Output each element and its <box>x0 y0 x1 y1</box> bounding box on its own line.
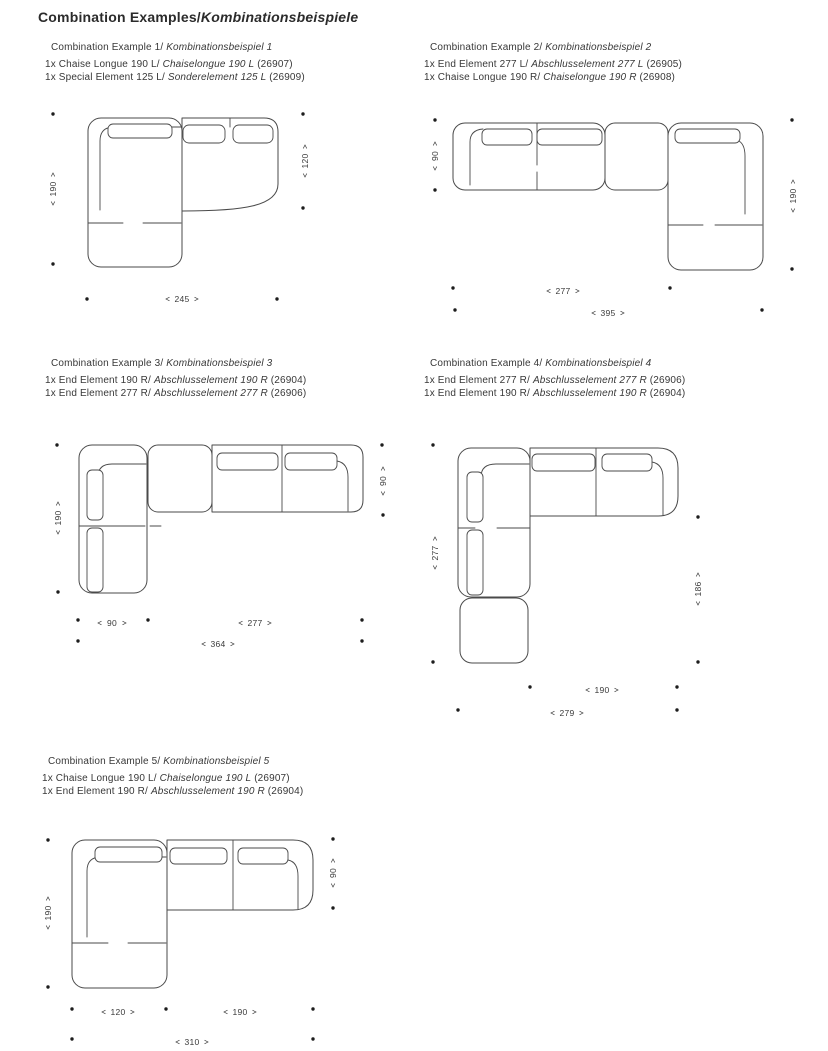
item-de: Abschlusselement 277 R <box>532 375 647 386</box>
combination-diagram-5 <box>20 810 390 1051</box>
item-code: (26904) <box>267 785 304 797</box>
example-5-item-1 <box>42 773 303 786</box>
item-code: (26907) <box>257 59 293 70</box>
back-cushion <box>467 472 483 522</box>
item-de: Abschlusselement 190 R <box>532 387 647 399</box>
example-3-item-2 <box>45 388 306 401</box>
dim-label-right <box>378 467 388 495</box>
item-code: (26906) <box>649 375 686 386</box>
dim-label-left <box>430 537 440 569</box>
item-en: 1x Special Element 125 L/ <box>45 71 165 83</box>
item-en: 1x End Element 190 R/ <box>45 375 151 386</box>
heading-de: Kombinationsbeispiel 5 <box>163 756 270 767</box>
item-de: Abschlusselement 190 R <box>153 375 268 386</box>
back-cushion <box>108 124 172 138</box>
dim-label-bottom-total <box>592 308 624 318</box>
dim-label-bottom-1 <box>98 618 126 628</box>
item-code: (26904) <box>649 387 686 399</box>
dim-label-bottom-1 <box>102 1007 134 1017</box>
back-cushion <box>238 848 288 864</box>
back-cushion <box>217 453 278 470</box>
sofa-elements <box>72 840 313 988</box>
dim-label-bottom-total <box>176 1037 208 1047</box>
item-en: 1x End Element 277 R/ <box>45 387 151 399</box>
item-de: Abschlusselement 277 R <box>153 387 268 399</box>
dim-value: 310 <box>184 1037 200 1047</box>
combination-diagram-1 <box>30 100 360 315</box>
example-2-item-1 <box>424 59 682 72</box>
dim-value: 120 <box>110 1007 126 1017</box>
item-en: 1x End Element 277 L/ <box>424 59 529 70</box>
back-cushion <box>87 528 103 592</box>
example-4-item-2 <box>424 388 685 401</box>
heading-de: Kombinationsbeispiel 1 <box>166 42 273 53</box>
heading-de: Kombinationsbeispiel 3 <box>166 358 273 369</box>
item-en: 1x End Element 190 R/ <box>42 785 148 797</box>
dim-label-bottom <box>166 294 198 304</box>
ottoman-outline <box>605 123 668 190</box>
dim-label-right <box>693 573 703 605</box>
dim-label-bottom-total <box>551 708 583 718</box>
chaise-longue-outline <box>88 118 182 267</box>
combination-diagram-3 <box>30 420 400 660</box>
dim-label-bottom-2 <box>224 1007 256 1017</box>
dim-label-left <box>48 173 58 205</box>
dim-value: 277 <box>247 618 263 628</box>
example-4-heading <box>430 358 685 369</box>
dim-label-left <box>430 142 440 170</box>
item-en: 1x End Element 277 R/ <box>424 375 530 386</box>
dim-label-right <box>300 145 310 177</box>
item-code: (26908) <box>639 71 676 83</box>
item-code: (26904) <box>270 375 307 386</box>
item-en: 1x Chaise Longue 190 R/ <box>424 71 541 83</box>
sofa-elements <box>79 445 363 593</box>
sofa-elements <box>458 448 678 663</box>
dim-label-left <box>53 502 63 534</box>
seat-cushion <box>183 125 225 143</box>
seat-cushion <box>233 125 273 143</box>
dim-value: 277 <box>430 545 440 561</box>
dim-value: 90 <box>430 150 440 162</box>
dim-value: 277 <box>555 286 571 296</box>
heading-en: Combination Example 5/ <box>48 756 161 767</box>
back-cushion <box>675 129 740 143</box>
back-cushion <box>482 129 532 145</box>
item-code: (26907) <box>254 773 290 784</box>
dim-value: 190 <box>788 188 798 204</box>
example-3-text <box>45 358 306 400</box>
example-3-item-1 <box>45 375 306 388</box>
combination-diagram-4 <box>420 420 810 720</box>
combination-diagram-2 <box>420 100 810 325</box>
back-cushion <box>87 470 103 520</box>
sofa-elements <box>88 118 278 267</box>
dim-value: 186 <box>693 581 703 597</box>
dim-label-bottom-total <box>202 639 234 649</box>
example-4-text <box>424 358 685 400</box>
back-cushion <box>602 454 652 471</box>
dim-value: 364 <box>210 639 226 649</box>
heading-en: Combination Example 1/ <box>51 42 164 53</box>
item-de: Chaiselongue 190 R <box>543 71 637 83</box>
page-title-en: Combination Examples/ <box>38 9 201 25</box>
dim-value: 90 <box>328 867 338 879</box>
item-code: (26909) <box>269 71 305 83</box>
dim-value: 190 <box>594 685 610 695</box>
back-cushion <box>537 129 602 145</box>
dim-label-right <box>788 180 798 212</box>
back-cushion <box>467 530 483 595</box>
dim-value: 279 <box>559 708 575 718</box>
item-en: 1x Chaise Longue 190 L/ <box>42 773 157 784</box>
heading-de: Kombinationsbeispiel 2 <box>545 42 652 53</box>
page-title <box>38 9 358 25</box>
back-cushion <box>170 848 227 864</box>
example-3-heading <box>51 358 306 369</box>
item-de: Abschlusselement 190 R <box>150 785 265 797</box>
dim-label-bottom <box>547 286 579 296</box>
item-de: Sonderelement 125 L <box>167 71 267 83</box>
heading-en: Combination Example 2/ <box>430 42 543 53</box>
item-en: 1x End Element 190 R/ <box>424 387 530 399</box>
back-cushion <box>285 453 337 470</box>
dim-value: 190 <box>53 510 63 526</box>
example-5-text <box>42 756 303 798</box>
chaise-longue-outline <box>668 123 763 270</box>
dim-label-bottom-2 <box>239 618 271 628</box>
back-cushion <box>95 847 162 862</box>
dim-value: 245 <box>174 294 190 304</box>
dim-value: 120 <box>300 153 310 169</box>
example-2-item-2 <box>424 72 682 85</box>
item-code: (26906) <box>270 387 307 399</box>
item-de: Chaiselongue 190 L <box>159 773 252 784</box>
heading-en: Combination Example 3/ <box>51 358 164 369</box>
item-code: (26905) <box>646 59 682 70</box>
ottoman-outline <box>148 445 212 512</box>
heading-en: Combination Example 4/ <box>430 358 543 369</box>
dim-value: 90 <box>106 618 118 628</box>
example-4-item-1 <box>424 375 685 388</box>
example-1-item-2 <box>45 72 305 85</box>
back-cushion <box>532 454 595 471</box>
item-de: Abschlusselement 277 L <box>531 59 644 70</box>
item-en: 1x Chaise Longue 190 L/ <box>45 59 160 70</box>
dim-label-left <box>43 897 53 929</box>
example-2-heading <box>430 42 682 53</box>
dim-value: 190 <box>48 181 58 197</box>
dim-value: 190 <box>232 1007 248 1017</box>
ottoman-outline <box>460 598 528 663</box>
example-5-item-2 <box>42 786 303 799</box>
heading-de: Kombinationsbeispiel 4 <box>545 358 652 369</box>
page-title-de: Kombinationsbeispiele <box>200 9 359 25</box>
dim-value: 190 <box>43 905 53 921</box>
dim-value: 90 <box>378 475 388 487</box>
example-1-heading <box>51 42 305 53</box>
example-2-text <box>424 42 682 84</box>
item-de: Chaiselongue 190 L <box>162 59 255 70</box>
example-1-item-1 <box>45 59 305 72</box>
example-1-text <box>45 42 305 84</box>
dim-label-bottom-1 <box>586 685 618 695</box>
dim-label-right <box>328 859 338 887</box>
example-5-heading <box>48 756 303 767</box>
sofa-elements <box>453 123 763 270</box>
dim-value: 395 <box>600 308 616 318</box>
